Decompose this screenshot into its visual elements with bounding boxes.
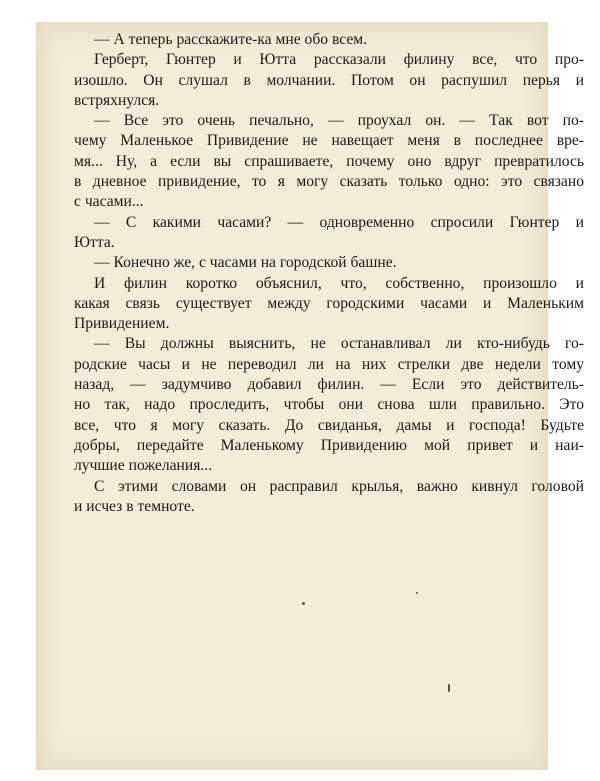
text-line: — Конечно же, с часами на городской башне. [94, 254, 397, 272]
text-line: Привидением. [74, 315, 170, 333]
text-line: с часами... [74, 193, 144, 211]
text-line: все, что я могу сказать. До свиданья, дамы и господа! Будьте [74, 416, 584, 434]
paragraph [74, 477, 584, 518]
text-line: — Все это очень печально, — проухал он. — Так вот по- [94, 112, 584, 130]
paragraph [74, 213, 584, 254]
text-line: И филин коротко объяснил, что, собственно, произошло и [94, 274, 584, 292]
text-line: — А теперь расскажите-ка мне обо всем. [94, 31, 368, 48]
paragraph [74, 50, 584, 111]
text-line: назад, — задумчиво добавил филин. — Если это действитель- [74, 376, 584, 394]
paper-speck [302, 602, 305, 605]
paragraph [74, 253, 584, 273]
paragraph [74, 111, 584, 212]
paragraph [74, 30, 584, 50]
text-line: Герберт, Гюнтер и Ютта рассказали филину все, что про- [94, 51, 584, 69]
text-line: мя... Ну, а если вы спрашиваете, почему оно вдруг превратилось [74, 152, 584, 170]
text-line: — С какими часами? — одновременно спросили Гюнтер и [94, 213, 584, 231]
text-line: какая связь существует между городскими часами и Маленьким [74, 294, 584, 312]
text-line: чему Маленькое Привидение не навещает меня в последнее вре- [74, 132, 584, 150]
text-line: лучшие пожелания... [74, 457, 213, 475]
paragraph [74, 274, 584, 335]
text-line: добры, передайте Маленькому Привидению мой привет и наи- [74, 436, 584, 454]
page-text [74, 30, 584, 517]
text-line: С этими словами он расправил крылья, важно кивнул головой [94, 477, 584, 495]
text-line: встряхнулся. [74, 91, 160, 109]
text-line: — Вы должны выяснить, не останавливал ли кто-нибудь го- [94, 335, 584, 353]
paper-speck [448, 684, 450, 692]
text-line: и исчез в темноте. [74, 497, 195, 515]
paragraph [74, 334, 584, 476]
text-line: родские часы и не переводил ли на них стрелки две недели тому [74, 355, 584, 373]
text-line: изошло. Он слушал в молчании. Потом он распушил перья и [74, 71, 584, 89]
text-line: но так, надо проследить, чтобы они снова шли правильно. Это [74, 396, 584, 414]
paper-speck [416, 592, 418, 594]
text-line: Ютта. [74, 233, 115, 251]
book-page [36, 22, 584, 770]
text-line: в дневное привидение, то я могу сказать только одно: это связано [74, 173, 584, 191]
